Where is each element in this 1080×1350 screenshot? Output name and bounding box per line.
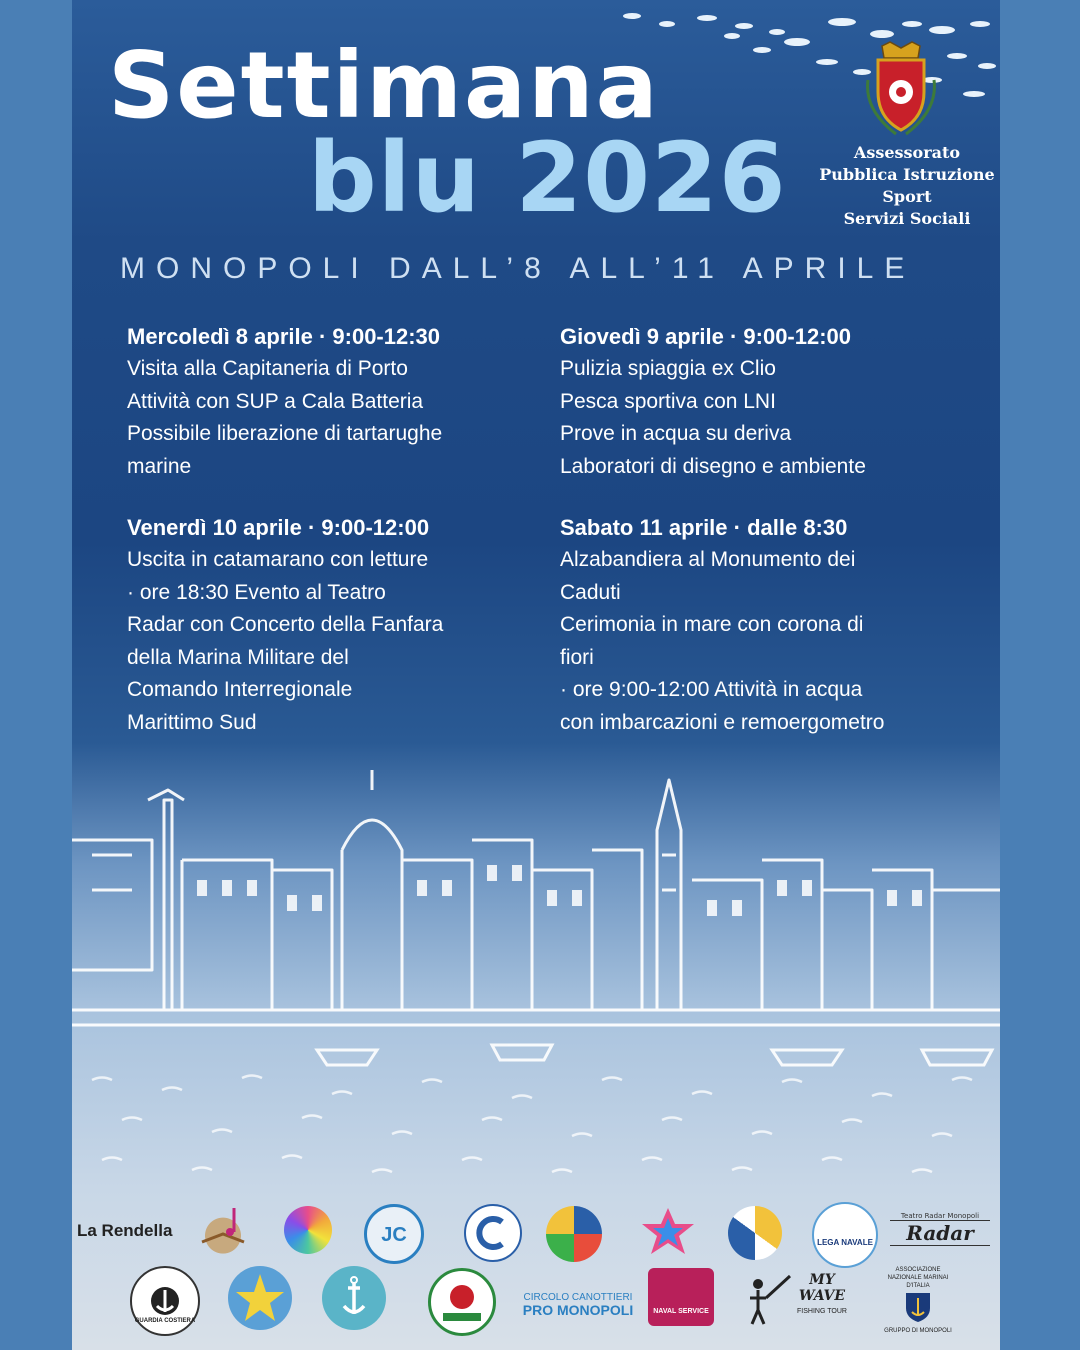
department-line: Sport bbox=[882, 187, 932, 206]
day-block-saturday bbox=[560, 511, 960, 739]
my-wave-line-1: MY bbox=[809, 1272, 835, 1288]
circolo-canottieri-logo bbox=[522, 1292, 634, 1316]
activity-line: fiori bbox=[560, 645, 594, 669]
marinai-line-1: ASSOCIAZIONE NAZIONALE MARINAI D'ITALIA bbox=[887, 1267, 949, 1289]
day-block-friday bbox=[127, 511, 527, 739]
department-label bbox=[802, 142, 1000, 230]
day-heading: Venerdì 10 aprile · 9:00-12:00 bbox=[127, 515, 430, 540]
la-rendella-logo: La Rendella bbox=[77, 1221, 173, 1240]
capitaneria-logo-icon bbox=[130, 1266, 200, 1336]
activity-line: Uscita in catamarano con letture bbox=[127, 548, 429, 571]
radar-wordmark: Radar bbox=[890, 1220, 990, 1246]
day-block-wednesday bbox=[127, 320, 527, 483]
activity-line: Attività con SUP a Cala Batteria bbox=[127, 389, 424, 413]
title-line-1: Settimana bbox=[108, 32, 660, 139]
department-line: Pubblica Istruzione bbox=[819, 165, 995, 184]
marinai-italia-logo bbox=[878, 1266, 958, 1335]
day-heading: Mercoledì 8 aprile · 9:00-12:30 bbox=[127, 324, 441, 349]
day-heading: Sabato 11 aprile · dalle 8:30 bbox=[560, 515, 848, 540]
teatro-radar-caption: Teatro Radar Monopoli bbox=[900, 1212, 980, 1220]
activity-line: Cerimonia in mare con corona di bbox=[560, 613, 864, 636]
activity-line: Laboratori di disegno e ambiente bbox=[560, 454, 866, 478]
title-line-2: blu 2026 bbox=[308, 122, 787, 234]
circolo-line-2: PRO MONOPOLI bbox=[522, 1302, 634, 1318]
event-poster bbox=[72, 0, 1000, 1350]
monopoli-skyline-illustration bbox=[72, 760, 1000, 1180]
activity-line: della Marina Militare del bbox=[127, 645, 349, 669]
my-wave-line-3: FISHING TOUR bbox=[797, 1308, 847, 1315]
activity-line: Alzabandiera al Monumento dei bbox=[560, 548, 856, 571]
jc-logo-icon bbox=[364, 1204, 424, 1264]
department-line: Assessorato bbox=[853, 143, 961, 162]
monopoli-crest-icon bbox=[860, 40, 942, 138]
activity-line: Prove in acqua su deriva bbox=[560, 422, 792, 445]
activity-line: Pulizia spiaggia ex Clio bbox=[560, 357, 776, 380]
naval-service-logo-icon bbox=[648, 1268, 714, 1326]
marinai-line-2: GRUPPO DI MONOPOLI bbox=[884, 1328, 952, 1334]
activity-line: Comando Interregionale bbox=[127, 678, 353, 701]
star-badge-logo-icon bbox=[228, 1266, 292, 1330]
day-heading: Giovedì 9 aprile · 9:00-12:00 bbox=[560, 324, 852, 349]
activity-line: Visita alla Capitaneria di Porto bbox=[127, 357, 408, 380]
activity-line: Possibile liberazione di tartarughe bbox=[127, 422, 443, 445]
teatro-radar-logo bbox=[890, 1212, 990, 1246]
activity-line: marine bbox=[127, 454, 192, 478]
my-wave-logo bbox=[794, 1272, 850, 1320]
naval-service-label: NAVAL SERVICE bbox=[653, 1308, 709, 1315]
activity-line: Pesca sportiva con LNI bbox=[560, 389, 776, 413]
capitaneria-label: GUARDIA COSTIERA bbox=[134, 1318, 196, 1324]
fisherman-icon bbox=[744, 1270, 794, 1326]
stars-logo-icon bbox=[638, 1206, 698, 1258]
svg-text:JC: JC bbox=[381, 1224, 407, 1246]
activity-line: Radar con Concerto della Fanfara bbox=[127, 613, 444, 636]
comprensivo-logo-icon bbox=[464, 1204, 522, 1262]
dates-subtitle: MONOPOLI DALL’8 ALL’11 APRILE bbox=[120, 252, 916, 285]
perle-di-puglia-logo-icon bbox=[428, 1268, 496, 1336]
marinai-shield-icon bbox=[903, 1290, 933, 1324]
circolo-line-1: CIRCOLO CANOTTIERI bbox=[523, 1292, 633, 1303]
shell-logo-icon bbox=[284, 1206, 332, 1254]
school-4ab-logo-icon bbox=[546, 1206, 602, 1262]
anchor-badge-logo-icon bbox=[322, 1266, 386, 1330]
lega-navale-logo-icon bbox=[812, 1202, 878, 1268]
department-line: Servizi Sociali bbox=[843, 209, 971, 228]
activity-line: Marittimo Sud bbox=[127, 710, 257, 734]
day-block-thursday bbox=[560, 320, 960, 483]
swirl-logo-icon bbox=[728, 1206, 782, 1260]
music-book-logo-icon bbox=[194, 1202, 252, 1258]
lega-navale-label: LEGA NAVALE bbox=[817, 1238, 873, 1247]
my-wave-line-2: WAVE bbox=[798, 1288, 846, 1304]
activity-line: · ore 18:30 Evento al Teatro bbox=[127, 580, 386, 604]
activity-line: Caduti bbox=[560, 580, 621, 604]
activity-line: · ore 9:00-12:00 Attività in acqua bbox=[560, 678, 863, 701]
activity-line: con imbarcazioni e remoergometro bbox=[560, 710, 885, 734]
